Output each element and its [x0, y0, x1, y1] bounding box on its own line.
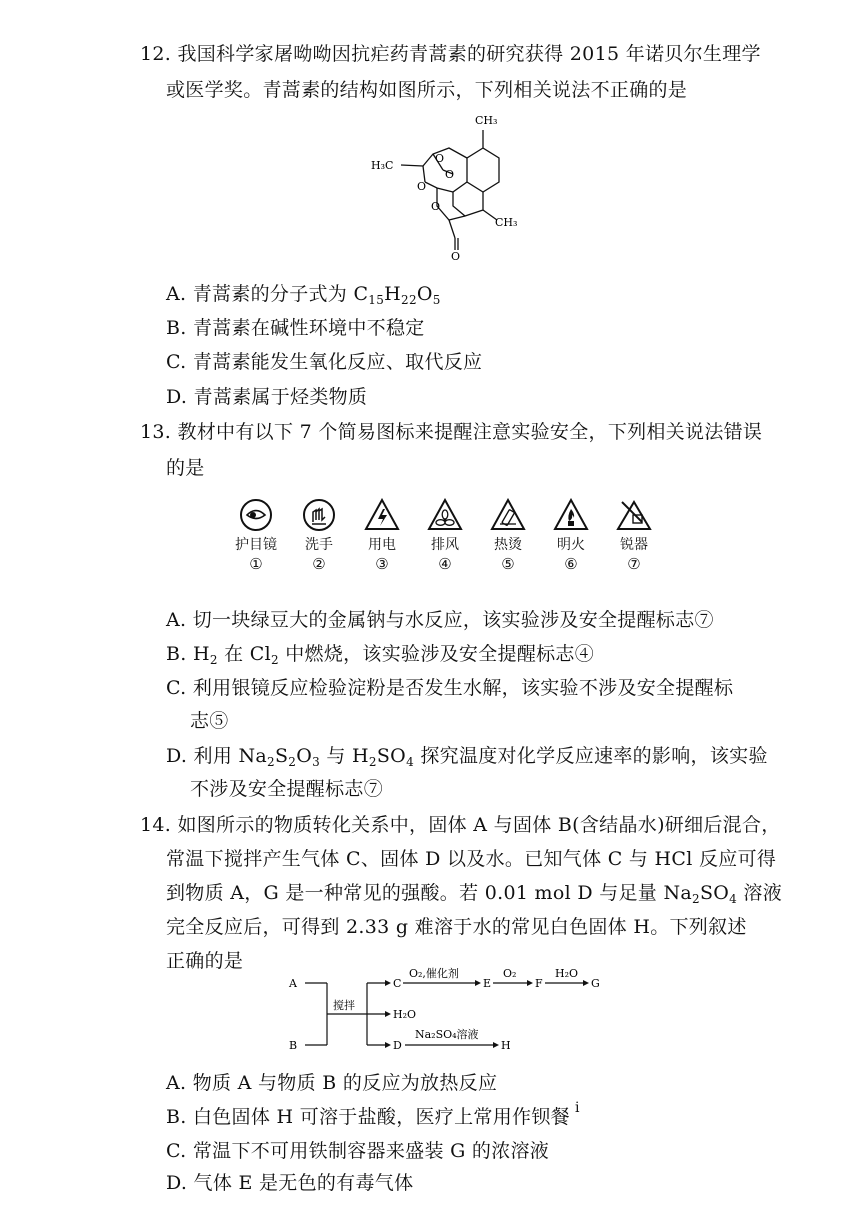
safety-icon-label: 洗手 — [305, 537, 333, 553]
q14-stem-line2: 常温下搅拌产生气体 C、固体 D 以及水。已知气体 C 与 HCl 反应可得 — [166, 848, 777, 870]
q14-option-b: B. 白色固体 H 可溶于盐酸，医疗上常用作钡餐 — [166, 1106, 570, 1128]
subscript: 3 — [312, 755, 321, 769]
subscript: 2 — [368, 755, 377, 769]
flow-node-d: D — [393, 1039, 402, 1052]
flow-node-c: C — [393, 977, 402, 990]
q13-option-d-line2: 不涉及安全提醒标志⑦ — [190, 778, 384, 800]
flow-node-h: H — [501, 1039, 511, 1052]
safety-icon-number: ⑦ — [627, 555, 641, 573]
q13-option-d-text: 探究温度对化学反应速率的影响，该实验 — [414, 745, 768, 767]
safety-icon-label: 明火 — [557, 537, 585, 553]
artemisinin-structure — [365, 110, 525, 260]
safety-icon-number: ⑤ — [501, 555, 515, 573]
h3c-left-label: H₃C — [371, 159, 394, 172]
q13-option-d-text: SO — [376, 745, 407, 767]
q13-option-d-text: S — [274, 745, 289, 767]
q14-stem-text: 到物质 A，G 是一种常见的强酸。若 0.01 mol D 与足量 Na — [166, 882, 692, 904]
q12-stem-line2: 或医学奖。青蒿素的结构如图所示，下列相关说法不正确的是 — [166, 79, 688, 101]
flow-condition-h2o: H₂O — [555, 967, 579, 980]
oxygen-label-2: O — [445, 168, 455, 181]
flow-node-e: E — [483, 977, 492, 990]
subscript: 22 — [401, 293, 417, 307]
oxygen-label-1: O — [435, 152, 445, 165]
oxygen-label-3: O — [417, 180, 427, 193]
safety-icon-number: ① — [249, 555, 263, 573]
flow-product-water: H₂O — [393, 1008, 417, 1021]
subscript: 2 — [692, 892, 700, 906]
flow-node-a: A — [289, 977, 297, 990]
stray-mark: i — [575, 1100, 580, 1116]
safety-icon-label: 排风 — [431, 537, 459, 553]
q13-option-d-line1 — [166, 743, 768, 769]
q12-option-a — [166, 281, 441, 307]
subscript: 5 — [432, 293, 441, 307]
ch3-top-label: CH₃ — [475, 114, 498, 127]
q14-stem-text: SO — [699, 882, 730, 904]
fan-icon — [427, 498, 463, 532]
q13-option-d-text: O — [296, 745, 313, 767]
safety-icon-label: 热烫 — [494, 537, 522, 553]
q13-option-d-text: D. 利用 Na — [166, 745, 268, 767]
hot-surface-icon — [490, 498, 526, 532]
q13-option-a: A. 切一块绿豆大的金属钠与水反应，该实验涉及安全提醒标志⑦ — [166, 609, 714, 631]
safety-icon-number: ③ — [375, 555, 389, 573]
flow-node-b: B — [289, 1039, 298, 1052]
safety-icon-open-flame — [543, 498, 599, 574]
q12-option-b: B. 青蒿素在碱性环境中不稳定 — [166, 317, 425, 339]
flow-condition-na2so4: Na₂SO₄溶液 — [415, 1028, 479, 1041]
oxygen-label-4: O — [431, 200, 441, 213]
q13-option-d-text: 与 H — [320, 745, 369, 767]
q13-option-b-text: 在 Cl — [217, 643, 271, 665]
subscript: 2 — [209, 653, 218, 667]
conversion-flow-diagram — [285, 965, 615, 1060]
electric-plug-icon — [364, 498, 400, 532]
safety-icon-number: ④ — [438, 555, 452, 573]
q14-option-c: C. 常温下不可用铁制容器来盛装 G 的浓溶液 — [166, 1140, 550, 1162]
sharp-object-icon — [616, 498, 652, 532]
subscript: 4 — [406, 755, 414, 769]
q12-stem-line1: 12. 我国科学家屠呦呦因抗疟药青蒿素的研究获得 2015 年诺贝尔生理学 — [140, 43, 761, 65]
flow-node-g: G — [591, 977, 600, 990]
q13-option-c-line2: 志⑤ — [190, 710, 229, 732]
q14-stem-line4: 完全反应后，可得到 2.33 g 难溶于水的常见白色固体 H。下列叙述 — [166, 916, 747, 938]
safety-icon-row — [228, 498, 648, 580]
subscript: 15 — [368, 293, 385, 307]
safety-icon-ventilation — [417, 498, 473, 574]
hand-wash-icon — [302, 498, 336, 532]
subscript: 2 — [288, 755, 297, 769]
carbonyl-oxygen-label: O — [451, 250, 461, 260]
q14-stem-line3 — [166, 880, 782, 906]
q13-option-c-line1: C. 利用银镜反应检验淀粉是否发生水解，该实验不涉及安全提醒标 — [166, 677, 734, 699]
flame-icon — [553, 498, 589, 532]
safety-icon-sharp — [606, 498, 662, 574]
q13-option-b-text: B. H — [166, 643, 210, 665]
q12-option-a-text: A. 青蒿素的分子式为 C — [166, 283, 369, 305]
safety-icon-goggles — [228, 498, 284, 574]
q14-stem-line5: 正确的是 — [166, 950, 244, 972]
safety-icon-electricity — [354, 498, 410, 574]
goggles-icon — [239, 498, 273, 532]
q13-stem-line2: 的是 — [166, 457, 205, 479]
q12-option-a-text: O — [416, 283, 433, 305]
q12-option-c: C. 青蒿素能发生氧化反应、取代反应 — [166, 351, 483, 373]
q13-option-b — [166, 641, 594, 667]
safety-icon-label: 护目镜 — [235, 537, 277, 553]
flow-condition-o2: O₂ — [503, 967, 517, 980]
q13-option-b-text: 中燃烧，该实验涉及安全提醒标志④ — [278, 643, 595, 665]
safety-icon-handwash — [291, 498, 347, 574]
subscript: 4 — [729, 892, 738, 906]
safety-icon-number: ② — [312, 555, 326, 573]
flow-stir-label: 搅拌 — [333, 999, 355, 1012]
safety-icon-label: 锐器 — [620, 537, 648, 553]
q13-stem-line1: 13. 教材中有以下 7 个简易图标来提醒注意实验安全，下列相关说法错误 — [140, 421, 763, 443]
safety-icon-label: 用电 — [368, 537, 396, 553]
q12-option-a-text: H — [384, 283, 402, 305]
safety-icon-number: ⑥ — [564, 555, 578, 573]
flow-node-f: F — [535, 977, 543, 990]
ch3-right-label: CH₃ — [495, 216, 518, 229]
subscript: 2 — [270, 653, 279, 667]
safety-icon-hot — [480, 498, 536, 574]
q14-option-a: A. 物质 A 与物质 B 的反应为放热反应 — [166, 1072, 498, 1094]
flow-condition-o2-catalyst: O₂,催化剂 — [409, 967, 459, 980]
q14-stem-line1: 14. 如图所示的物质转化关系中，固体 A 与固体 B(含结晶水)研细后混合， — [140, 814, 781, 836]
q14-option-d: D. 气体 E 是无色的有毒气体 — [166, 1172, 414, 1194]
q12-option-d: D. 青蒿素属于烃类物质 — [166, 386, 368, 408]
q14-stem-text: 溶液 — [737, 882, 783, 904]
subscript: 2 — [267, 755, 275, 769]
